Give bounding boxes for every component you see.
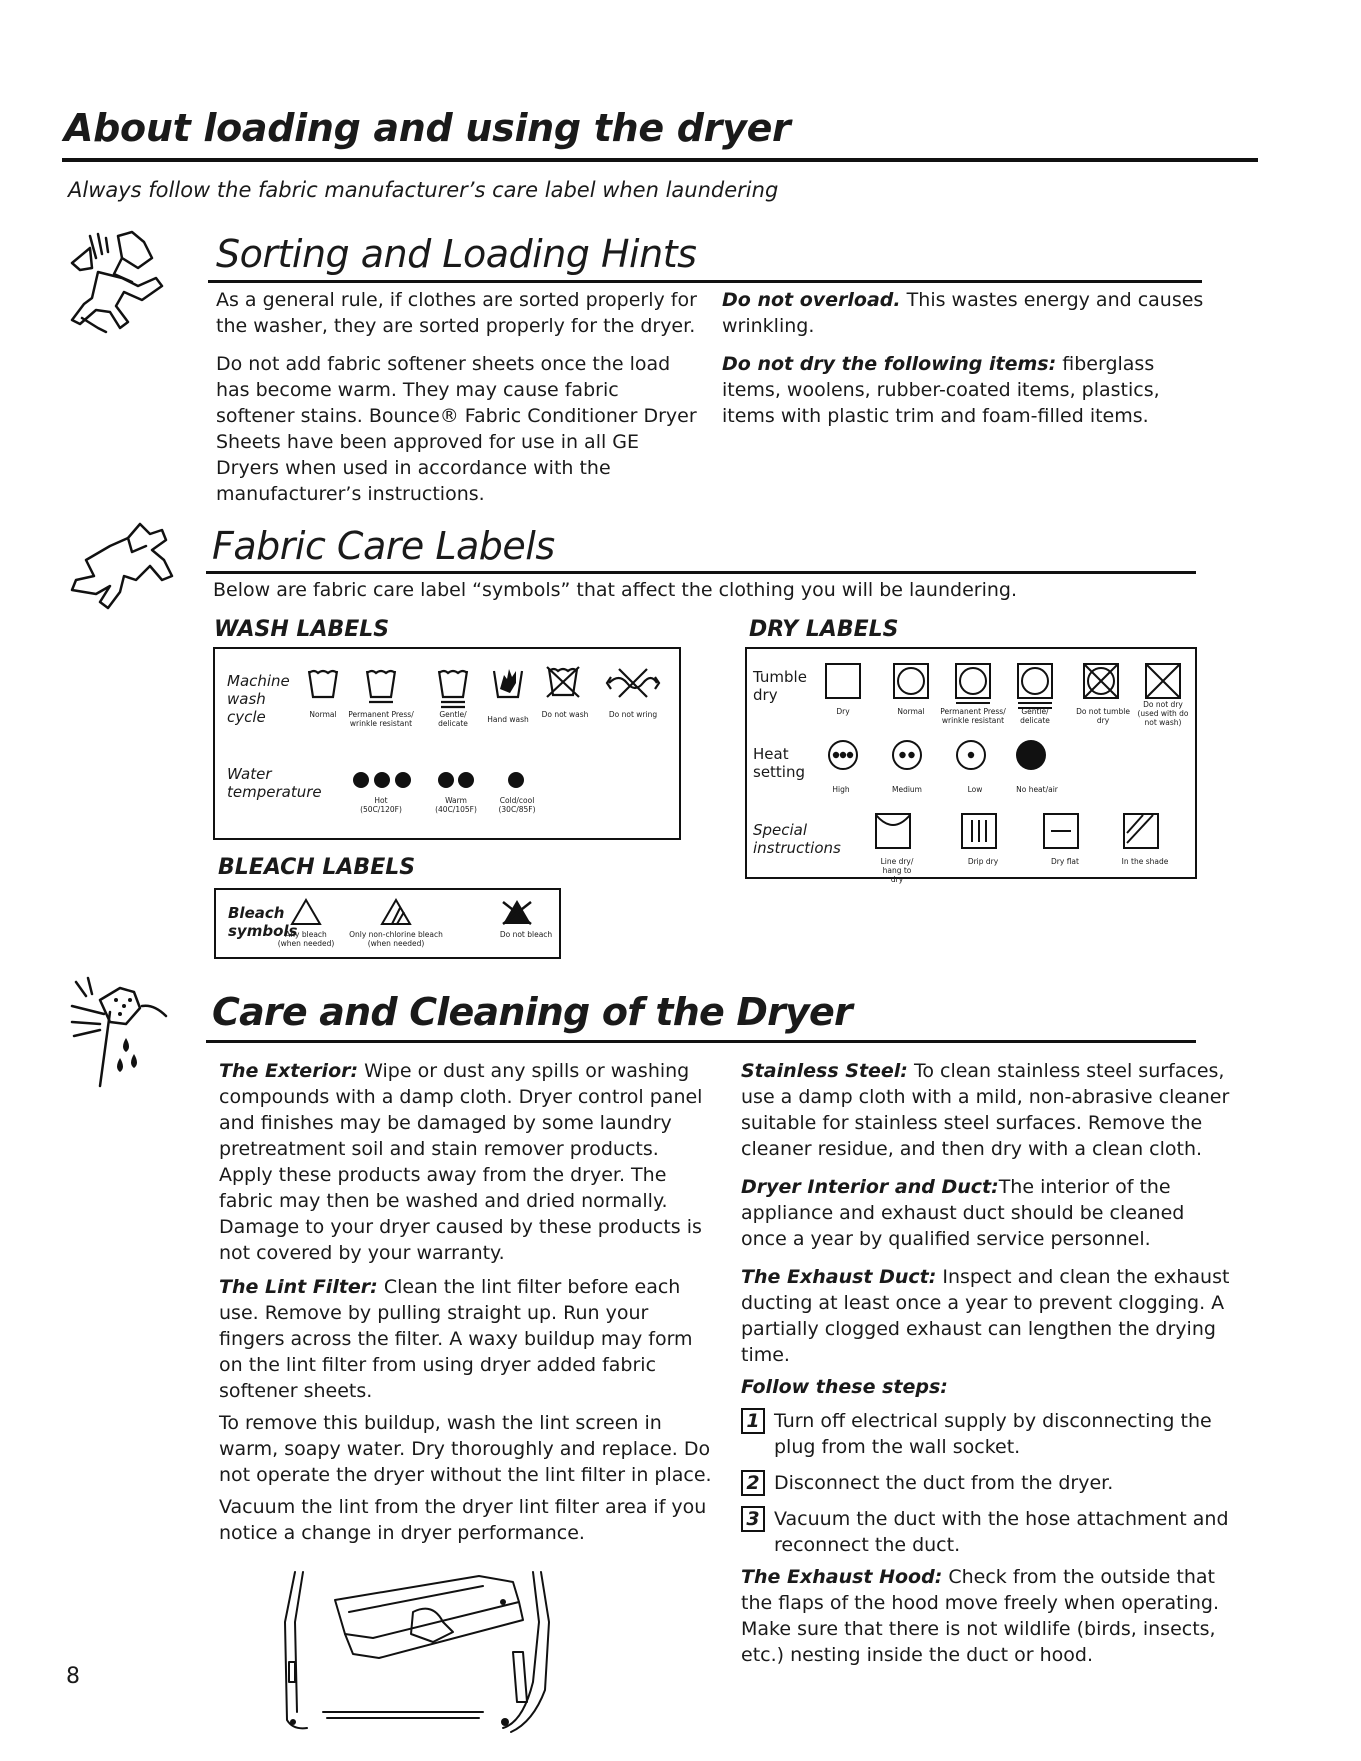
hand-wash-icon <box>492 665 524 701</box>
do-not-wash-icon <box>545 665 581 699</box>
tumble-normal-icon <box>893 663 929 699</box>
cold-caption: Cold/cool (30C/85F) <box>498 796 536 814</box>
fabric-title: Fabric Care Labels <box>212 524 555 568</box>
stainless-text: To clean stainless steel surfaces, use a damp cloth with a mild, non-abrasive cleaner suitable for stainless steel surfaces. Remove the cleaner residue, and then dry with a clean cloth. <box>741 1060 1230 1160</box>
page-number: 8 <box>66 1664 80 1689</box>
sorting-paragraph-1: As a general rule, if clothes are sorted properly for the washer, they are sorted properly for the dryer. <box>216 289 697 337</box>
heat-medium-caption: Medium <box>892 785 922 794</box>
dry-labels-title: DRY LABELS <box>749 617 899 642</box>
step-2-text: Disconnect the duct from the dryer. <box>774 1472 1114 1494</box>
wash-gentle-caption: Gentle/ delicate <box>438 710 468 728</box>
step-1-number: 1 <box>741 1408 765 1434</box>
tumble-gentle-caption: Gentle/ delicate <box>1020 707 1050 725</box>
step-3-number: 3 <box>741 1506 765 1532</box>
bleach-symbols-label: Bleach symbols <box>228 904 298 940</box>
lint-paragraph <box>219 1274 713 1404</box>
drip-dry-icon <box>961 813 997 849</box>
dry-labels-box <box>745 647 1197 884</box>
dry-flat-caption: Dry flat <box>1051 857 1079 866</box>
fabric-rule <box>206 571 1196 574</box>
hot-caption: Hot (50C/120F) <box>360 796 402 814</box>
heat-low-icon <box>955 739 987 771</box>
step-1 <box>741 1408 1231 1460</box>
non-chlorine-bleach-icon <box>380 898 412 926</box>
line-dry-icon <box>875 813 911 849</box>
duct-text: Inspect and clean the exhaust ducting at least once a year to prevent clogging. A partially clogged exhaust can lengthen the drying time. <box>741 1266 1230 1366</box>
hood-lead: The Exhaust Hood: <box>741 1566 943 1588</box>
dry-square-icon <box>825 663 861 699</box>
wash-labels-title: WASH LABELS <box>214 617 390 642</box>
overload-paragraph <box>722 287 1206 339</box>
step-2 <box>741 1470 1231 1496</box>
steps-title-text: Follow these steps: <box>741 1376 948 1398</box>
overload-lead: Do not overload. <box>722 289 901 311</box>
exterior-paragraph <box>219 1058 713 1266</box>
sorting-paragraph-2: Do not add fabric softener sheets once the load has become warm. They may cause fabric softener stains. Bounce® Fabric Conditioner Dryer Sheets have been approved for use in all GE Dryers when used in accordance with the manufacturer’s instructions. <box>216 353 697 505</box>
sorting-title: Sorting and Loading Hints <box>216 232 697 276</box>
tumble-dry-label: Tumble dry <box>753 668 807 704</box>
drip-dry-caption: Drip dry <box>967 857 999 866</box>
fabric-intro: Below are fabric care label “symbols” that affect the clothing you will be laundering. <box>213 579 1017 601</box>
heat-low-caption: Low <box>967 785 983 794</box>
interior-lead: Dryer Interior and Duct: <box>741 1176 999 1198</box>
lint-lead: The Lint Filter: <box>219 1276 378 1298</box>
sorting-right-column <box>722 287 1206 429</box>
no-heat-caption: No heat/air <box>1016 785 1058 794</box>
bleach-labels-box <box>214 888 561 959</box>
wash-normal-icon <box>307 667 339 701</box>
hot-dots-icon <box>353 771 411 789</box>
items-paragraph <box>722 351 1206 429</box>
do-not-bleach-icon <box>501 898 533 926</box>
wash-normal-caption: Normal <box>309 710 337 719</box>
do-not-wring-icon <box>605 667 661 699</box>
shirt-label-icon <box>66 520 186 610</box>
bleach-labels-title: BLEACH LABELS <box>218 855 416 880</box>
stainless-lead: Stainless Steel: <box>741 1060 908 1082</box>
hood-text: Check from the outside that the flaps of the hood move freely when operating. Make sure that there is not wildlife (birds, insects, etc.) nesting inside the duct or hood. <box>741 1566 1219 1666</box>
in-the-shade-caption: In the shade <box>1121 857 1169 866</box>
do-not-dry-caption: Do not dry (used with do not wash) <box>1137 700 1189 727</box>
machine-wash-label: Machine wash cycle <box>227 672 290 726</box>
do-not-wash-caption: Do not wash <box>541 710 589 719</box>
care-rule <box>206 1040 1196 1043</box>
sorting-rule <box>208 280 1202 283</box>
hand-wash-caption: Hand wash <box>487 715 529 724</box>
interior-text: The interior of the appliance and exhaust duct should be cleaned once a year by qualified service personnel. <box>741 1176 1185 1250</box>
special-instructions-label: Special instructions <box>753 821 841 857</box>
exterior-lead: The Exterior: <box>219 1060 359 1082</box>
water-temp-label: Water temperature <box>227 765 322 801</box>
tumble-permanent-press-icon <box>955 663 991 707</box>
do-not-bleach-caption: Do not bleach <box>499 930 553 939</box>
step-3-text: Vacuum the duct with the hose attachment and reconnect the duct. <box>774 1508 1229 1556</box>
step-2-number: 2 <box>741 1470 765 1496</box>
line-dry-caption: Line dry/ hang to dry <box>880 857 914 884</box>
lint-filter-illustration <box>283 1572 583 1732</box>
laundry-clothes-icon <box>62 228 187 353</box>
do-not-tumble-dry-icon <box>1083 663 1119 699</box>
step-1-text: Turn off electrical supply by disconnecting the plug from the wall socket. <box>774 1410 1212 1458</box>
lint-text: Clean the lint filter before each use. Remove by pulling straight up. Run your fingers across the filter. A waxy buildup may form on the lint filter from using dryer added fabric softener sheets. <box>219 1276 693 1402</box>
interior-paragraph <box>741 1174 1231 1252</box>
any-bleach-caption: Any bleach (when needed) <box>277 930 335 948</box>
page-title: About loading and using the dryer <box>64 106 791 150</box>
items-text: fiberglass items, woolens, rubber-coated items, plastics, items with plastic trim and foam-filled items. <box>722 353 1160 427</box>
tumble-gentle-icon <box>1017 663 1053 711</box>
duct-paragraph <box>741 1264 1231 1368</box>
heat-high-caption: High <box>832 785 850 794</box>
any-bleach-icon <box>290 898 322 926</box>
non-chlorine-caption: Only non-chlorine bleach (when needed) <box>349 930 443 948</box>
wash-gentle-icon <box>437 667 469 711</box>
care-right-column <box>741 1058 1231 1668</box>
warm-caption: Warm (40C/105F) <box>435 796 477 814</box>
wash-permanent-press-caption: Permanent Press/ wrinkle resistant <box>348 710 414 728</box>
items-lead: Do not dry the following items: <box>722 353 1057 375</box>
heat-setting-label: Heat setting <box>753 745 806 781</box>
care-title: Care and Cleaning of the Dryer <box>212 990 852 1034</box>
warm-dots-icon <box>437 771 475 789</box>
do-not-tumble-caption: Do not tumble dry <box>1076 707 1130 725</box>
cold-dot-icon <box>507 771 525 789</box>
care-left-column <box>219 1058 713 1546</box>
step-3 <box>741 1506 1231 1558</box>
wash-permanent-press-icon <box>365 667 397 707</box>
no-heat-icon <box>1015 739 1047 771</box>
dry-flat-icon <box>1043 813 1079 849</box>
do-not-dry-icon <box>1145 663 1181 699</box>
cleaning-sponge-icon <box>70 976 180 1091</box>
tumble-normal-caption: Normal <box>897 707 925 716</box>
duct-lead: The Exhaust Duct: <box>741 1266 937 1288</box>
tumble-permanent-press-caption: Permanent Press/ wrinkle resistant <box>940 707 1006 725</box>
dry-caption: Dry <box>836 707 850 716</box>
heat-medium-icon <box>891 739 923 771</box>
heat-high-icon <box>827 739 859 771</box>
page-subtitle: Always follow the fabric manufacturer’s care label when laundering <box>68 178 779 202</box>
steps-title <box>741 1374 1231 1400</box>
wash-labels-box <box>213 647 681 840</box>
hood-paragraph <box>741 1564 1231 1668</box>
do-not-wring-caption: Do not wring <box>608 710 658 719</box>
in-the-shade-icon <box>1123 813 1159 849</box>
overload-text: This wastes energy and causes wrinkling. <box>722 289 1204 337</box>
exterior-text: Wipe or dust any spills or washing compounds with a damp cloth. Dryer control panel and finishes may be damaged by some laundry pretreatment soil and stain remover products. Apply these products away from the dryer. The fabric may then be washed and dried normally. Damage to your dryer caused by these products is not covered by your warranty. <box>219 1060 703 1264</box>
title-rule <box>62 158 1258 162</box>
sorting-left-column <box>216 287 702 507</box>
stainless-paragraph <box>741 1058 1231 1162</box>
lint-paragraph-3: Vacuum the lint from the dryer lint filter area if you notice a change in dryer performance. <box>219 1496 707 1544</box>
lint-paragraph-2: To remove this buildup, wash the lint screen in warm, soapy water. Dry thoroughly and replace. Do not operate the dryer without the lint filter in place. <box>219 1412 712 1486</box>
